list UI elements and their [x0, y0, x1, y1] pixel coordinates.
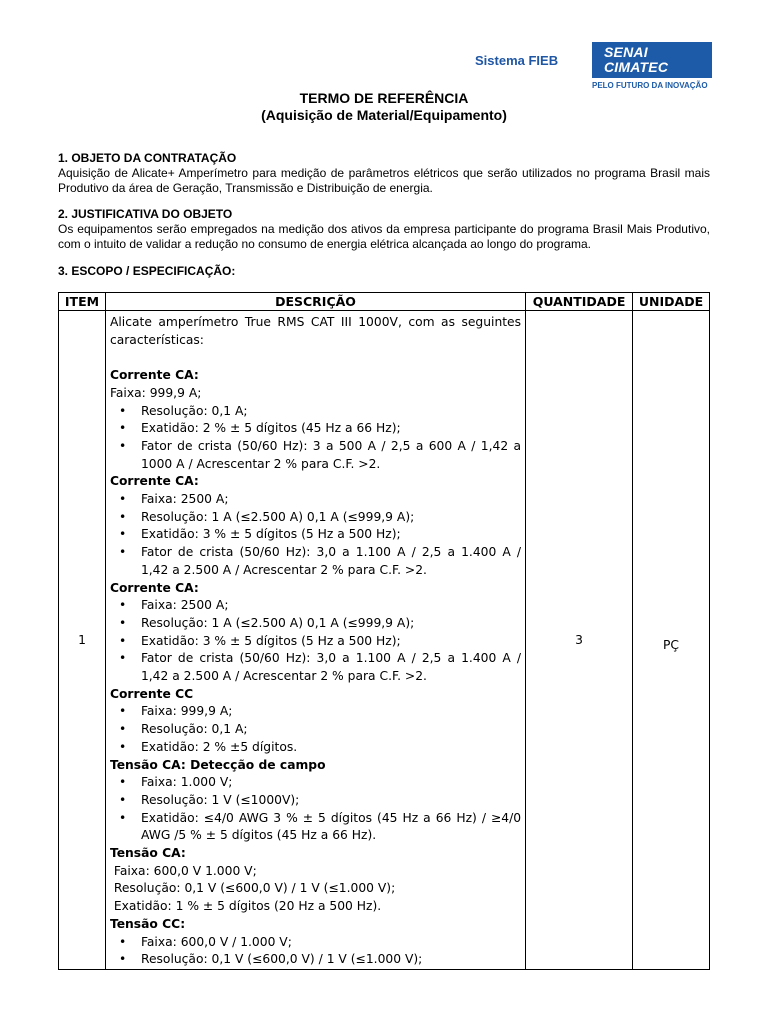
spec-bullet-item: • Resolução: 1 A (≤2.500 A) 0,1 A (≤999,9 A); — [141, 509, 521, 527]
spec-bullet-item: • Faixa: 1.000 V; — [141, 774, 521, 792]
section-justificativa — [58, 207, 710, 252]
spec-bullet-list — [110, 403, 521, 474]
table-header-row — [59, 293, 710, 311]
spec-bullet-item: • Fator de crista (50/60 Hz): 3,0 a 1.100 A / 2,5 a 1.400 A / 1,42 a 2.500 A / Acrescentar 2 % para C.F. >2. — [141, 544, 521, 579]
title-line-2: (Aquisição de Material/Equipamento) — [261, 107, 507, 123]
spec-line: Faixa: 600,0 V 1.000 V; — [109, 863, 257, 878]
spec-bullet-item: • Faixa: 600,0 V / 1.000 V; — [141, 934, 521, 952]
header-item: ITEM — [59, 293, 106, 311]
spec-bullet-item: • Faixa: 2500 A; — [141, 491, 521, 509]
spec-bullet-item: • Exatidão: ≤4/0 AWG 3 % ± 5 dígitos (45 Hz a 66 Hz) / ≥4/0 AWG /5 % ± 5 dígitos (45 Hz a 66 Hz). — [141, 810, 521, 845]
senai-cimatec-logo — [592, 42, 712, 78]
spec-block-heading: Corrente CC — [109, 686, 194, 701]
spec-bullet-list — [110, 774, 521, 845]
section-body: Os equipamentos serão empregados na medição dos ativos da empresa participante do programa Brasil Mais Produtivo, com o intuito de validar a redução no consumo de energia elétrica alcançada ao longo do programa. — [58, 222, 710, 251]
table-row — [59, 311, 710, 970]
spec-bullet-item: • Faixa: 2500 A; — [141, 597, 521, 615]
cell-unidade: PÇ — [633, 311, 710, 970]
section-escopo — [58, 264, 710, 279]
spec-bullet-item: • Resolução: 1 V (≤1000V); — [141, 792, 521, 810]
spec-bullet-list — [110, 934, 521, 969]
cell-item: 1 — [59, 311, 106, 970]
spec-bullet-item: • Exatidão: 3 % ± 5 dígitos (5 Hz a 500 Hz); — [141, 526, 521, 544]
title-line-1: TERMO DE REFERÊNCIA — [299, 90, 469, 106]
header-unidade: UNIDADE — [633, 293, 710, 311]
spec-block-heading: Tensão CA: — [109, 846, 186, 861]
spec-bullet-item: • Resolução: 0,1 V (≤600,0 V) / 1 V (≤1.000 V); — [141, 951, 521, 969]
spec-block-heading: Corrente CA: — [109, 474, 199, 489]
cell-quantidade: 3 — [526, 311, 633, 970]
spec-block-heading: Tensão CC: — [109, 916, 186, 931]
spec-bullet-item: • Fator de crista (50/60 Hz): 3 a 500 A / 2,5 a 600 A / 1,42 a 1000 A / Acrescentar 2 % para C.F. >2. — [141, 438, 521, 473]
spec-bullet-item: • Exatidão: 2 % ± 5 dígitos (45 Hz a 66 Hz); — [141, 420, 521, 438]
section-heading: 1. OBJETO DA CONTRATAÇÃO — [58, 151, 237, 165]
spec-bullet-item: • Exatidão: 3 % ± 5 dígitos (5 Hz a 500 Hz); — [141, 633, 521, 651]
spec-line: Exatidão: 1 % ± 5 dígitos (20 Hz a 500 Hz). — [109, 899, 382, 914]
header-quantidade: QUANTIDADE — [526, 293, 633, 311]
spec-table — [58, 292, 710, 970]
spec-block-heading: Tensão CA: Detecção de campo — [109, 757, 326, 772]
section-objeto — [58, 151, 710, 196]
spec-bullet-item: • Resolução: 0,1 A; — [141, 403, 521, 421]
spec-bullet-list — [110, 597, 521, 686]
spec-bullet-item: • Exatidão: 2 % ±5 dígitos. — [141, 739, 521, 757]
logo-line-1: SENAI — [604, 44, 648, 60]
spec-bullet-list — [110, 491, 521, 580]
logo-line-2: CIMATEC — [604, 59, 669, 75]
spec-bullet-item: • Resolução: 1 A (≤2.500 A) 0,1 A (≤999,9 A); — [141, 615, 521, 633]
logo-tagline: PELO FUTURO DA INOVAÇÃO — [592, 81, 708, 90]
spec-block-heading: Corrente CA: — [109, 368, 199, 383]
document-title — [0, 90, 768, 124]
cell-descricao — [105, 311, 525, 970]
spec-bullet-item: • Faixa: 999,9 A; — [141, 703, 521, 721]
spec-line: Faixa: 999,9 A; — [109, 385, 202, 400]
section-heading: 2. JUSTIFICATIVA DO OBJETO — [58, 207, 233, 221]
spec-line: Resolução: 0,1 V (≤600,0 V) / 1 V (≤1.000 V); — [109, 881, 396, 896]
section-heading: 3. ESCOPO / ESPECIFICAÇÃO: — [58, 264, 236, 278]
section-body: Aquisição de Alicate+ Amperímetro para medição de parâmetros elétricos que serão utilizados no programa Brasil mais Produtivo da área de Geração, Transmissão e Distribuição de energia. — [58, 166, 710, 195]
spec-block-heading: Corrente CA: — [109, 580, 199, 595]
spec-blocks — [110, 367, 521, 969]
sistema-fieb-label: Sistema FIEB — [475, 53, 559, 68]
spec-bullet-item: • Resolução: 0,1 A; — [141, 721, 521, 739]
spec-bullet-list — [110, 703, 521, 756]
header-descricao: DESCRIÇÃO — [105, 293, 525, 311]
description-intro: Alicate amperímetro True RMS CAT III 1000V, com as seguintes características: — [109, 315, 522, 347]
spec-bullet-item: • Fator de crista (50/60 Hz): 3,0 a 1.100 A / 2,5 a 1.400 A / 1,42 a 2.500 A / Acrescentar 2 % para C.F. >2. — [141, 650, 521, 685]
